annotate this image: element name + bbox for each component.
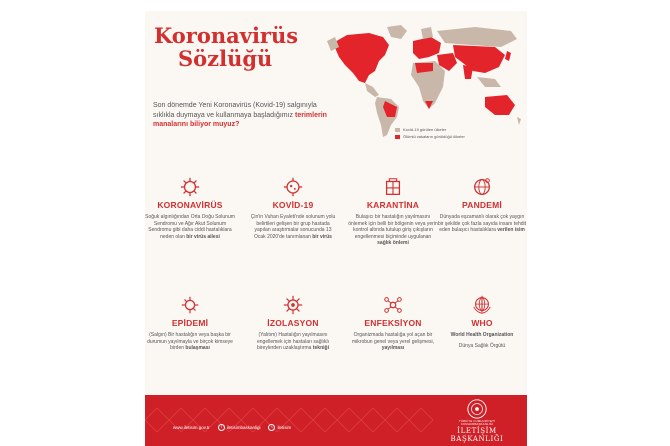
intro-emphasis: terimlerin manalarını biliyor muyuz? — [153, 111, 327, 128]
term-desc-text: (Yalıtım) Hastalığın yayılmasını engellemek için hastaları sağlıklı bireylerden uzaklaştırma — [257, 332, 329, 352]
term-desc-text: (Salgın) Bir hastalığın veya başka bir durumun yayılmayla ve birçok kimseye birden — [147, 332, 233, 352]
term-desc — [348, 332, 438, 352]
facebook-text: iletisimbaskanligi — [226, 425, 261, 430]
legend-item-1 — [395, 126, 465, 133]
org-name-1: İLETİŞİM — [457, 426, 497, 435]
legend-swatch-1 — [395, 128, 400, 132]
term-who — [437, 294, 527, 349]
map-central-america — [365, 83, 379, 97]
term-title: EPİDEMİ — [171, 318, 209, 328]
twitter-icon: t — [268, 424, 275, 431]
map-japan — [505, 51, 511, 61]
map-north-america — [333, 33, 389, 83]
term-pandemi — [437, 176, 527, 234]
term-desc — [145, 332, 235, 352]
facebook-icon: f — [218, 424, 225, 431]
term-title: WHO — [471, 318, 493, 328]
legend-swatch-2 — [395, 135, 400, 139]
term-desc-text: Bulaşıcı bir hastalığın yayılmasını önlemek için belli bir bölgenin veya yerin kontrol altında tutulup giriş çıkışların engellenmesi biçiminde uygulanan — [348, 214, 438, 240]
virus-icon — [179, 176, 201, 198]
term-desc — [248, 214, 338, 240]
infection-icon — [382, 294, 404, 316]
term-desc-bold: verilen isim — [497, 227, 525, 234]
facebook-link[interactable] — [218, 424, 261, 431]
term-epidemi — [145, 294, 235, 352]
map-new-zealand — [517, 117, 521, 125]
term-enfeksiyon — [348, 294, 438, 352]
org-name-2: BAŞKANLIĞI — [450, 434, 504, 443]
footer-banner — [145, 395, 527, 446]
website-text: www.iletisim.gov.tr — [173, 425, 210, 430]
org-brand — [437, 398, 517, 443]
term-desc — [348, 214, 438, 247]
seal-icon — [466, 398, 488, 420]
term-title: KARANTİNA — [366, 200, 420, 210]
term-koronavirus — [145, 176, 235, 240]
term-desc-text: Çin'in Vuhan Eyaleti'nde solunum yolu belirtileri gelişen bir grup hastada yapılan araştırmalar sonucunda 13 Ocak 2020'de tanımlanan — [250, 214, 336, 240]
term-desc-text: Soğuk algınlığından Orta Doğu Solunum Sendromu ve Ağır Akut Solunum Sendromu gibi daha ciddi hastalıklara neden olan — [145, 214, 235, 240]
map-india — [463, 65, 473, 79]
term-title: KORONAVİRÜS — [157, 200, 223, 210]
term-desc-text: Dünya Sağlık Örgütü — [458, 342, 506, 349]
twitter-text: iletisim — [277, 425, 292, 430]
term-desc-bold: bulaşması — [185, 345, 210, 352]
map-australia — [485, 95, 515, 115]
term-desc — [437, 332, 527, 349]
map-scandinavia — [421, 27, 433, 39]
term-title: KOVİD-19 — [272, 200, 314, 210]
page-title — [154, 24, 298, 70]
map-europe — [413, 37, 441, 59]
legend-item-2 — [395, 133, 465, 140]
intro-body: Son dönemde Yeni Koronavirüs (Kovid-19) salgınıyla sıklıkla duymaya ve kullanmaya başladığımız — [153, 102, 317, 119]
footer-links — [173, 424, 299, 431]
globe-icon — [471, 176, 493, 198]
term-izolasyon — [248, 294, 338, 352]
virus-icon — [179, 294, 201, 316]
title-line-1: Koronavirüs — [154, 23, 299, 48]
website-link[interactable] — [173, 425, 210, 430]
org-small-1: TÜRKİYE CUMHURİYETİ — [458, 419, 496, 423]
virus-icon — [282, 294, 304, 316]
legend-label-2: Ölümlü vakaların görüldüğü ülkeler — [403, 134, 465, 139]
virus-icon — [282, 176, 304, 198]
world-map — [325, 21, 523, 139]
infographic-poster — [145, 11, 527, 446]
term-desc-bold: yayılması — [381, 345, 405, 352]
term-desc-text: Dünyada eşzamanlı olarak çok yaygın bir şekilde çok fazla sayıda insanı tehdit eden bulaşıcı hastalıklara — [437, 214, 527, 234]
term-title: PANDEMİ — [462, 200, 502, 210]
term-kovid-19 — [248, 176, 338, 240]
term-desc — [437, 214, 527, 234]
twitter-link[interactable] — [268, 424, 291, 431]
map-russia — [437, 27, 517, 47]
legend-label-1: Kovid-19 görülen ülkeler — [403, 127, 447, 132]
term-desc — [248, 332, 338, 352]
map-legend — [395, 126, 465, 140]
quarantine-icon — [382, 176, 404, 198]
term-desc-bold: bir virüs ailesi — [186, 233, 220, 240]
map-asia — [453, 45, 505, 73]
term-karantina — [348, 176, 438, 247]
term-title: İZOLASYON — [267, 318, 319, 328]
org-small-2: CUMHURBAŞKANLIĞI — [460, 422, 494, 427]
term-desc-bold: World Health Organization — [450, 332, 514, 338]
term-desc-text: Organizmada hastalığa yol açan bir mikrobun genel veya yerel gelişmesi, — [352, 332, 434, 345]
who-icon — [471, 294, 493, 316]
intro-text — [153, 101, 338, 130]
title-line-2: Sözlüğü — [178, 46, 273, 71]
term-desc-bold: bir virüs — [312, 233, 332, 240]
term-desc-bold: sağlık önlemi — [377, 240, 409, 247]
term-desc-bold: tekniği — [312, 345, 329, 352]
map-greenland — [387, 25, 407, 39]
term-title: ENFEKSİYON — [364, 318, 422, 328]
map-se-asia — [477, 77, 501, 87]
term-desc — [145, 214, 235, 240]
